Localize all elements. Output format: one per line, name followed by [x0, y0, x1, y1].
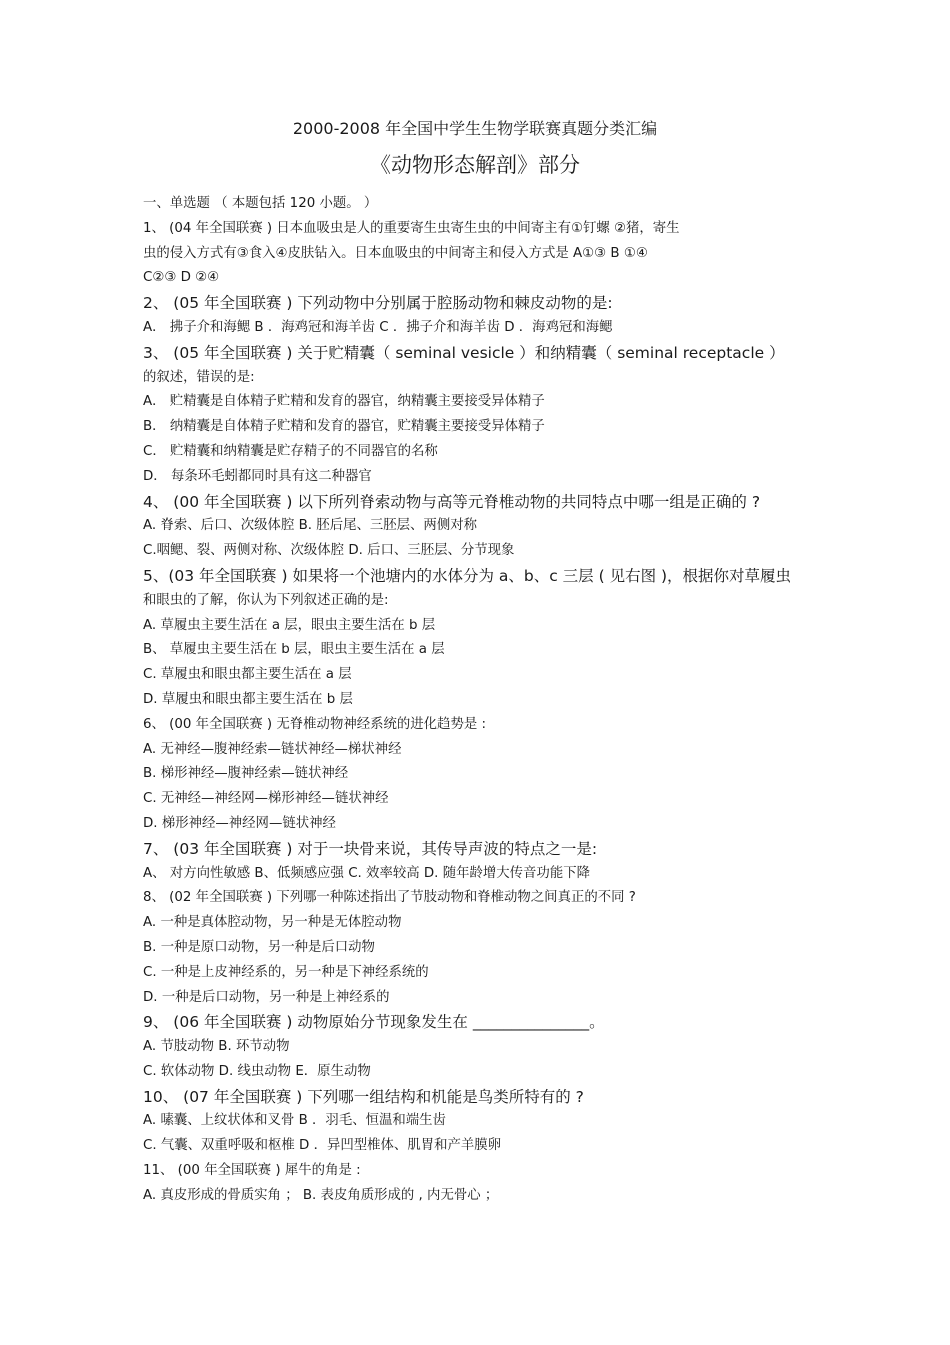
q5-option-a: A. 草履虫主要生活在 a 层，眼虫主要生活在 b 层: [143, 617, 436, 633]
q3-option-b: B． 纳精囊是自体精子贮精和发育的器官，贮精囊主要接受异体精子: [143, 419, 545, 435]
document-subtitle: 《动物形态解剖》部分: [370, 153, 580, 177]
q10-line-1: 10、 (07 年全国联赛 ) 下列哪一组结构和机能是鸟类所特有的 ?: [143, 1087, 584, 1106]
q11-line-1: 11、 (00 年全国联赛 ) 犀牛的角是 :: [143, 1163, 361, 1179]
q5-option-b: B、 草履虫主要生活在 b 层，眼虫主要生活在 a 层: [143, 642, 445, 658]
question-list: [143, 192, 808, 1209]
q5-line-2: 和眼虫的了解，你认为下列叙述正确的是:: [143, 592, 389, 608]
q8-line-1: 8、 (02 年全国联赛 ) 下列哪一种陈述指出了节肢动物和脊椎动物之间真正的不同 ?: [143, 890, 636, 906]
q6-option-b: B. 梯形神经—腹神经索—链状神经: [143, 766, 349, 782]
q6-option-d: D. 梯形神经—神经网—链状神经: [143, 815, 336, 831]
q3-line-2: 的叙述，错误的是:: [143, 369, 255, 385]
q3-line-1: 3、 (05 年全国联赛 ) 关于贮精囊（ seminal vesicle ）和纳精囊（ seminal receptacle ）: [143, 343, 785, 362]
q8-option-d: D. 一种是后口动物，另一种是上神经系的: [143, 989, 390, 1005]
q6-option-a: A. 无神经—腹神经索—链状神经—梯状神经: [143, 741, 402, 757]
q5-line-1: 5、(03 年全国联赛 ) 如果将一个池塘内的水体分为 a、b、c 三层 ( 见右图 )，根据你对草履虫: [143, 566, 792, 585]
q2-line-2: A． 拂子介和海鳃 B ．海鸡冠和海羊齿 C ．拂子介和海羊齿 D ．海鸡冠和海鳃: [143, 319, 613, 335]
q3-option-a: A． 贮精囊是自体精子贮精和发育的器官，纳精囊主要接受异体精子: [143, 394, 545, 410]
document-title: 2000-2008 年全国中学生生物学联赛真题分类汇编: [292, 119, 658, 138]
q11-options-ab: A. 真皮形成的骨质实角 ； B. 表皮角质形成的 , 内无骨心 ；: [143, 1187, 499, 1203]
q2-line-1: 2、 (05 年全国联赛 ) 下列动物中分别属于腔肠动物和棘皮动物的是:: [143, 294, 613, 313]
section-heading: 一、单选题 （ 本题包括 120 小题。 ）: [143, 196, 378, 211]
q6-option-c: C. 无神经—神经网—梯形神经—链状神经: [143, 791, 389, 807]
q7-line-1: 7、 (03 年全国联赛 ) 对于一块骨来说，其传导声波的特点之一是:: [143, 839, 598, 858]
q10-options-ab: A. 嗉囊、上纹状体和叉骨 B ．羽毛、恒温和端生齿: [143, 1113, 446, 1129]
q5-option-c: C. 草履虫和眼虫都主要生活在 a 层: [143, 667, 352, 683]
q4-options-ab: A. 脊索、后口、次级体腔 B. 胚后尾、三胚层、两侧对称: [143, 518, 477, 534]
q10-options-cd: C. 气囊、双重呼吸和枢椎 D ．异凹型椎体、肌胃和产羊膜卵: [143, 1138, 502, 1154]
q1-line-3: C②③ D ②④: [143, 270, 220, 286]
q1-line-2: 虫的侵入方式有③食入④皮肤钻入。日本血吸虫的中间寄主和侵入方式是 A①③ B ①④: [143, 245, 648, 261]
q6-line-1: 6、 (00 年全国联赛 ) 无脊椎动物神经系统的进化趋势是 :: [143, 716, 487, 732]
q8-option-c: C. 一种是上皮神经系的，另一种是下神经系统的: [143, 964, 429, 980]
q9-line-1: 9、 (06 年全国联赛 ) 动物原始分节现象发生在 _______________。: [143, 1013, 605, 1032]
q8-option-b: B. 一种是原口动物，另一种是后口动物: [143, 939, 375, 955]
q9-options-cde: C. 软体动物 D. 线虫动物 E．原生动物: [143, 1063, 371, 1079]
q9-options-ab: A. 节肢动物 B. 环节动物: [143, 1039, 290, 1055]
q5-option-d: D. 草履虫和眼虫都主要生活在 b 层: [143, 691, 353, 707]
q4-line-1: 4、 (00 年全国联赛 ) 以下所列脊索动物与高等元脊椎动物的共同特点中哪一组是正确的 ?: [143, 492, 761, 511]
q1-line-1: 1、 (04 年全国联赛 ) 日本血吸虫是人的重要寄生虫寄生虫的中间寄主有①钉螺 ②猪，寄生: [143, 220, 680, 236]
q4-options-cd: C.咽鳃、裂、两侧对称、次级体腔 D. 后口、三胚层、分节现象: [143, 543, 515, 559]
q3-option-c: C． 贮精囊和纳精囊是贮存精子的不同器官的名称: [143, 443, 438, 459]
q3-option-d: D． 每条环毛蚓都同时具有这二种器官: [143, 468, 372, 484]
q7-options: A、 对方向性敏感 B、低频感应强 C. 效率较高 D. 随年龄增大传音功能下降: [143, 865, 590, 881]
q8-option-a: A. 一种是真体腔动物，另一种是无体腔动物: [143, 915, 402, 931]
